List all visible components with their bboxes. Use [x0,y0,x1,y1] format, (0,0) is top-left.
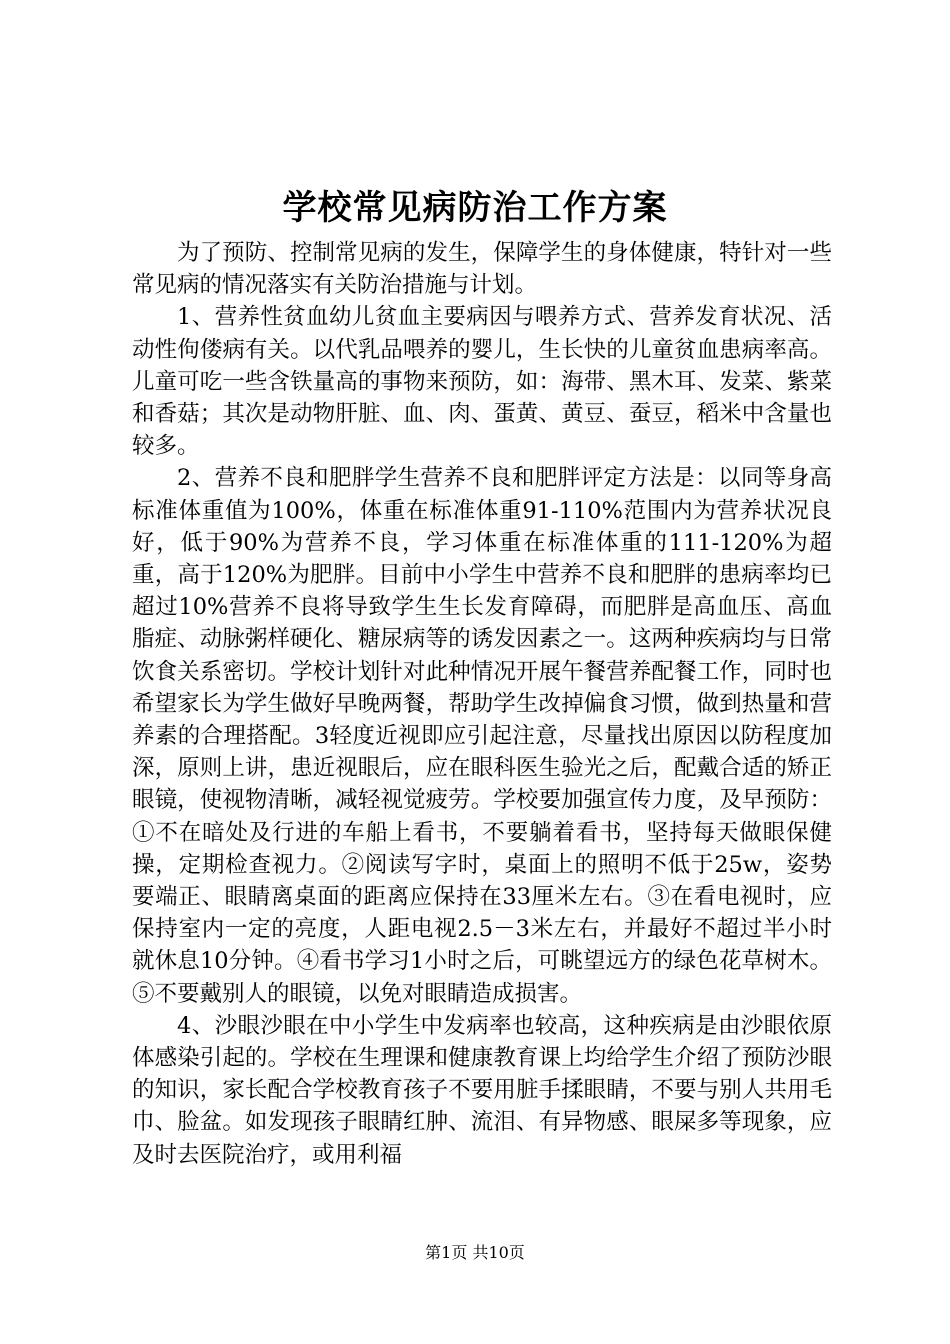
paragraph-anemia: 1、营养性贫血幼儿贫血主要病因与喂养方式、营养发育状况、活动性佝偻病有关。以代乳品喂养的婴儿，生长快的儿童贫血患病率高。儿童可吃一些含铁量高的事物来预防，如：海带、黑木耳、发菜、紫菜和香菇；其次是动物肝脏、血、肉、蛋黄、黄豆、蚕豆，稻米中含量也较多。 [132,304,832,460]
paragraph-intro: 为了预防、控制常见病的发生，保障学生的身体健康，特针对一些常见病的情况落实有关防治措施与计划。 [132,240,832,299]
document-title: 学校常见病防治工作方案 [282,188,668,228]
page-number-footer: 第1页 共10页 [425,1243,525,1262]
paragraph-nutrition-myopia: 2、营养不良和肥胖学生营养不良和肥胖评定方法是：以同等身高标准体重值为100%，体重在标准体重91-110%范围内为营养状况良好，低于90%为营养不良，学习体重在标准体重的111-120%为超重，高于120%为肥胖。目前中小学生中营养不良和肥胖的患病率均已超过10%营养不良将导致学生生长发育障碍，而肥胖是高血压、高血脂症、动脉粥样硬化、糖尿病等的诱发因素之一。这两种疾病均与日常饮食关系密切。学校计划针对此种情况开展午餐营养配餐工作，同时也希望家长为学生做好早晚两餐，帮助学生改掉偏食习惯，做到热量和营养素的合理搭配。3轻度近视即应引起注意，尽量找出原因以防程度加深，原则上讲，患近视眼后，应在眼科医生验光之后，配戴合适的矫正眼镜，使视物清晰，减轻视觉疲劳。学校要加强宣传力度，及早预防：①不在暗处及行进的车船上看书，不要躺着看书，坚持每天做眼保健操，定期检查视力。②阅读写字时，桌面上的照明不低于25w，姿势要端正、眼睛离桌面的距离应保持在33厘米左右。③在看电视时，应保持室内一定的亮度，人距电视2.5－3米左右，并最好不超过半小时就休息10分钟。④看书学习1小时之后，可眺望远方的绿色花草树木。⑤不要戴别人的眼镜，以免对眼睛造成损害。 [132,465,832,1007]
document-body [132,237,832,1171]
paragraph-trachoma: 4、沙眼沙眼在中小学生中发病率也较高，这种疾病是由沙眼依原体感染引起的。学校在生理课和健康教育课上均给学生介绍了预防沙眼的知识，家长配合学校教育孩子不要用脏手揉眼睛，不要与别人共用毛巾、脸盆。如发现孩子眼睛红肿、流泪、有异物感、眼屎多等现象，应及时去医院治疗，或用利福 [132,1012,832,1168]
